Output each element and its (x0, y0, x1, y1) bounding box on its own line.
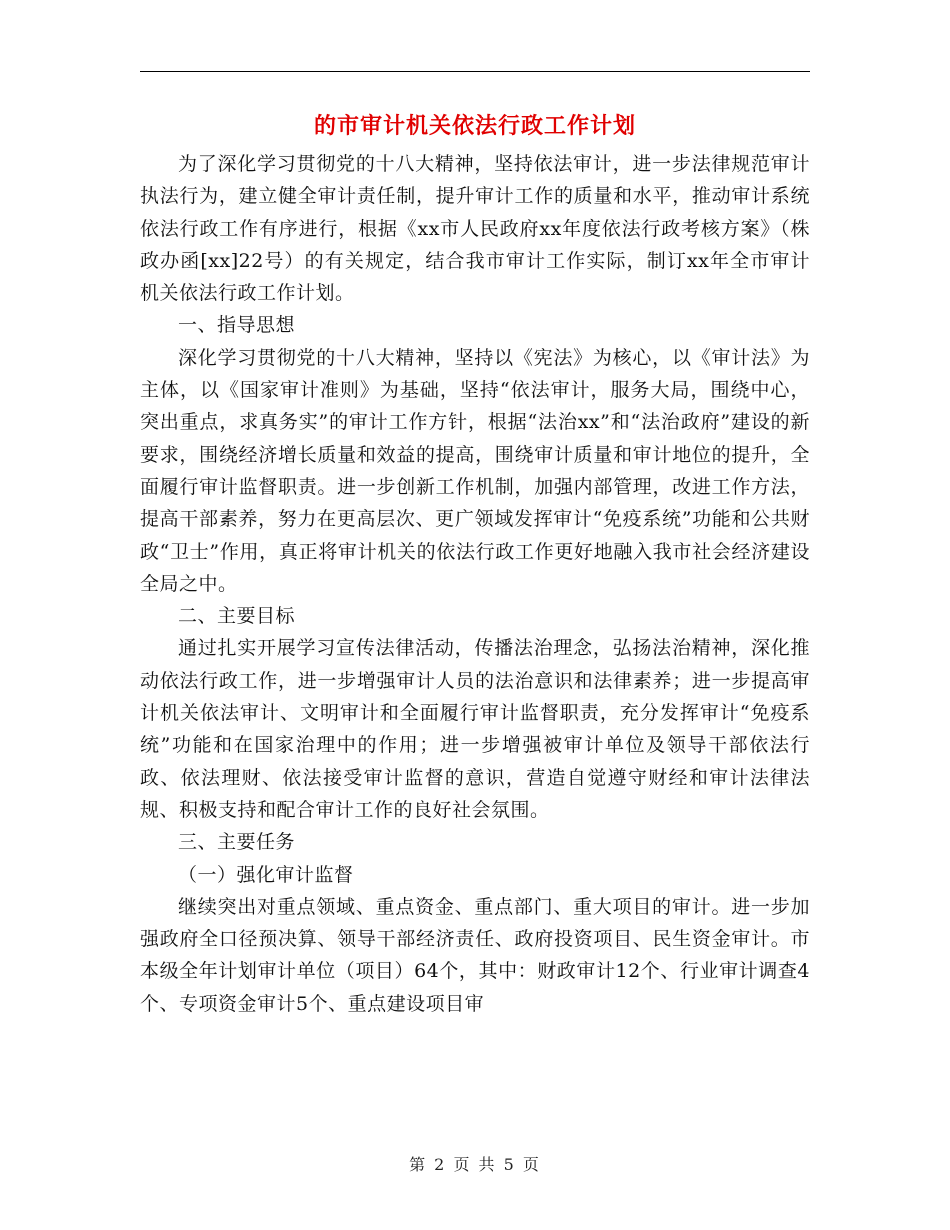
document-body (140, 148, 810, 1020)
strengthen-audit-paragraph: 继续突出对重点领域、重点资金、重点部门、重大项目的审计。进一步加强政府全口径预决算、领导干部经济责任、政府投资项目、民生资金审计。市本级全年计划审计单位（项目）64个，其中：财政审计12个、行业审计调查4个、专项资金审计5个、重点建设项目审 (140, 895, 810, 1015)
section-heading-guiding-ideology: 一、指导思想 (178, 314, 296, 337)
section-heading-main-tasks: 三、主要任务 (178, 831, 296, 854)
main-goals-paragraph: 通过扎实开展学习宣传法律活动，传播法治理念，弘扬法治精神，深化推动依法行政工作，进一步增强审计人员的法治意识和法律素养；进一步提高审计机关依法审计、文明审计和全面履行审计监督职责，充分发挥审计“免疫系统”功能和在国家治理中的作用；进一步增强被审计单位及领导干部依法行政、依法理财、依法接受审计监督的意识，营造自觉遵守财经和审计法律法规、积极支持和配合审计工作的良好社会氛围。 (140, 637, 810, 821)
page-number-indicator: 第 2 页 共 5 页 (409, 1155, 541, 1174)
intro-paragraph: 为了深化学习贯彻党的十八大精神，坚持依法审计，进一步法律规范审计执法行为，建立健全审计责任制，提升审计工作的质量和水平，推动审计系统依法行政工作有序进行，根据《xx市人民政府xx年度依法行政考核方案》（株政办函[xx]22号）的有关规定，结合我市审计工作实际，制订xx年全市审计机关依法行政工作计划。 (140, 153, 810, 305)
section-heading-main-goals: 二、主要目标 (178, 605, 296, 628)
document-title: 的市审计机关依法行政工作计划 (313, 113, 636, 139)
header-rule (140, 71, 810, 72)
guiding-ideology-paragraph: 深化学习贯彻党的十八大精神，坚持以《宪法》为核心，以《审计法》为主体，以《国家审计准则》为基础，坚持“依法审计，服务大局，围绕中心，突出重点，求真务实”的审计工作方针，根据“法治xx”和“法治政府”建设的新要求，围绕经济增长质量和效益的提高，围绕审计质量和审计地位的提升，全面履行审计监督职责。进一步创新工作机制，加强内部管理，改进工作方法，提高干部素养，努力在更高层次、更广领域发挥审计“免疫系统”功能和公共财政“卫士”作用，真正将审计机关的依法行政工作更好地融入我市社会经济建设全局之中。 (140, 346, 810, 595)
subsection-heading-strengthen-audit: （一）强化审计监督 (178, 863, 354, 886)
